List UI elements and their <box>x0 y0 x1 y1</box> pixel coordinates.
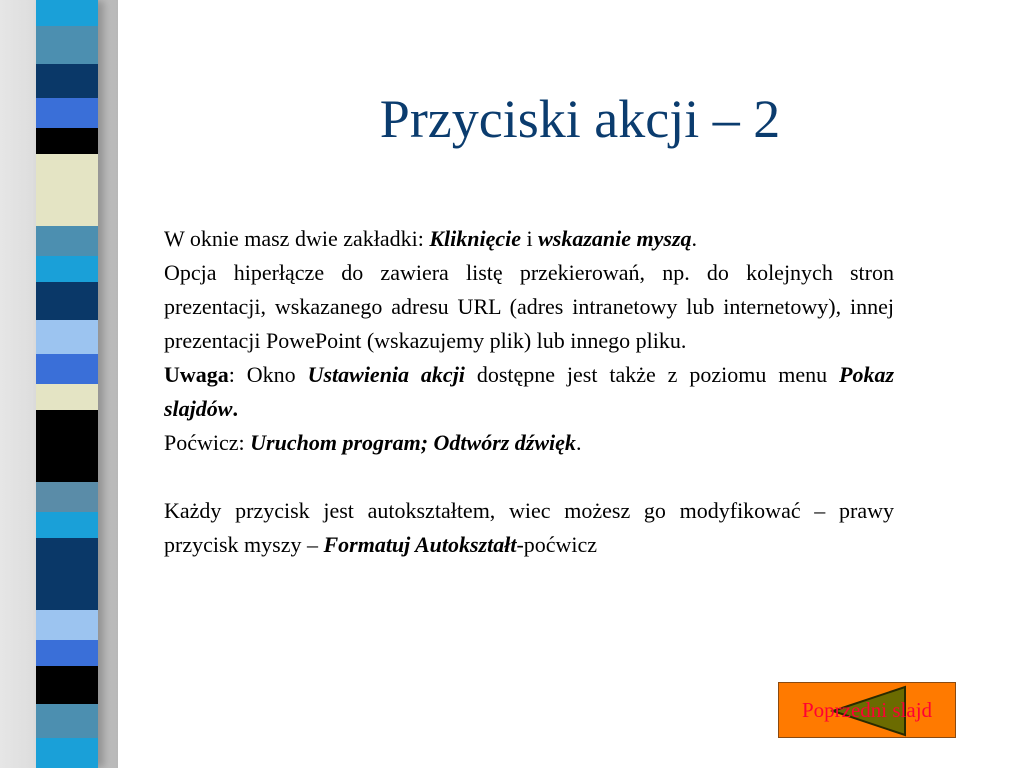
previous-slide-button[interactable] <box>778 682 956 738</box>
strip-block <box>36 610 98 640</box>
text: i <box>521 226 539 251</box>
strip-block <box>36 576 98 610</box>
decorative-color-strip <box>36 0 98 768</box>
strip-block <box>36 384 98 410</box>
strip-block <box>36 64 98 98</box>
text: -poćwicz <box>516 532 598 557</box>
strip-block <box>36 538 98 576</box>
strip-block <box>36 128 98 154</box>
emphasis-formatuj-autoksztalt: Formatuj Autokształt <box>323 532 517 557</box>
text: dostępne jest także z poziomu menu <box>464 362 840 387</box>
strip-block <box>36 192 98 226</box>
strip-block <box>36 738 98 768</box>
emphasis-wskazanie-mysza: wskazanie myszą <box>538 226 692 251</box>
strip-block <box>36 704 98 738</box>
strip-block <box>36 448 98 482</box>
text: . <box>575 430 582 455</box>
previous-slide-label: Poprzedni slajd <box>801 697 933 722</box>
slide-title: Przyciski akcji – 2 <box>379 89 781 149</box>
paragraph-exercise <box>164 426 894 460</box>
text: : Okno <box>228 362 308 387</box>
paragraph-tabs <box>164 222 894 256</box>
strip-block <box>36 512 98 538</box>
text: Każdy przycisk jest autokształtem, wiec możesz go modyfikować – prawy przycisk myszy – <box>164 498 894 557</box>
strip-block <box>36 410 98 448</box>
text: W oknie masz dwie zakładki: <box>164 226 430 251</box>
paragraph-note <box>164 358 894 426</box>
strip-block <box>36 482 98 512</box>
paragraph-autoshape <box>164 494 894 562</box>
strip-block <box>36 640 98 666</box>
slide-body <box>164 222 894 562</box>
strip-block <box>36 320 98 354</box>
emphasis-uwaga: Uwaga <box>164 362 229 387</box>
emphasis-exercise-items: Uruchom program; Odtwórz dźwięk <box>250 430 576 455</box>
strip-block <box>36 26 98 64</box>
emphasis-pokaz-slajdow: Pokaz slajdów <box>164 362 895 421</box>
emphasis-ustawienia-akcji: Ustawienia akcji <box>307 362 465 387</box>
strip-block <box>36 256 98 282</box>
strip-block <box>36 154 98 192</box>
text: . <box>232 396 238 421</box>
text: Poćwicz: <box>164 430 251 455</box>
strip-block <box>36 0 98 26</box>
paragraph-hyperlink-option: Opcja hiperłącze do zawiera listę przekierowań, np. do kolejnych stron prezentacji, wskazanego adresu URL (adres intranetowy lub internetowy), innej prezentacji PowePoint (wskazujemy plik) lub innego pliku. <box>164 260 894 353</box>
strip-block <box>36 282 98 320</box>
strip-block <box>36 354 98 384</box>
emphasis-klikniecie: Kliknięcie <box>429 226 521 251</box>
text: . <box>691 226 698 251</box>
strip-block <box>36 666 98 704</box>
strip-block <box>36 98 98 128</box>
strip-block <box>36 226 98 256</box>
